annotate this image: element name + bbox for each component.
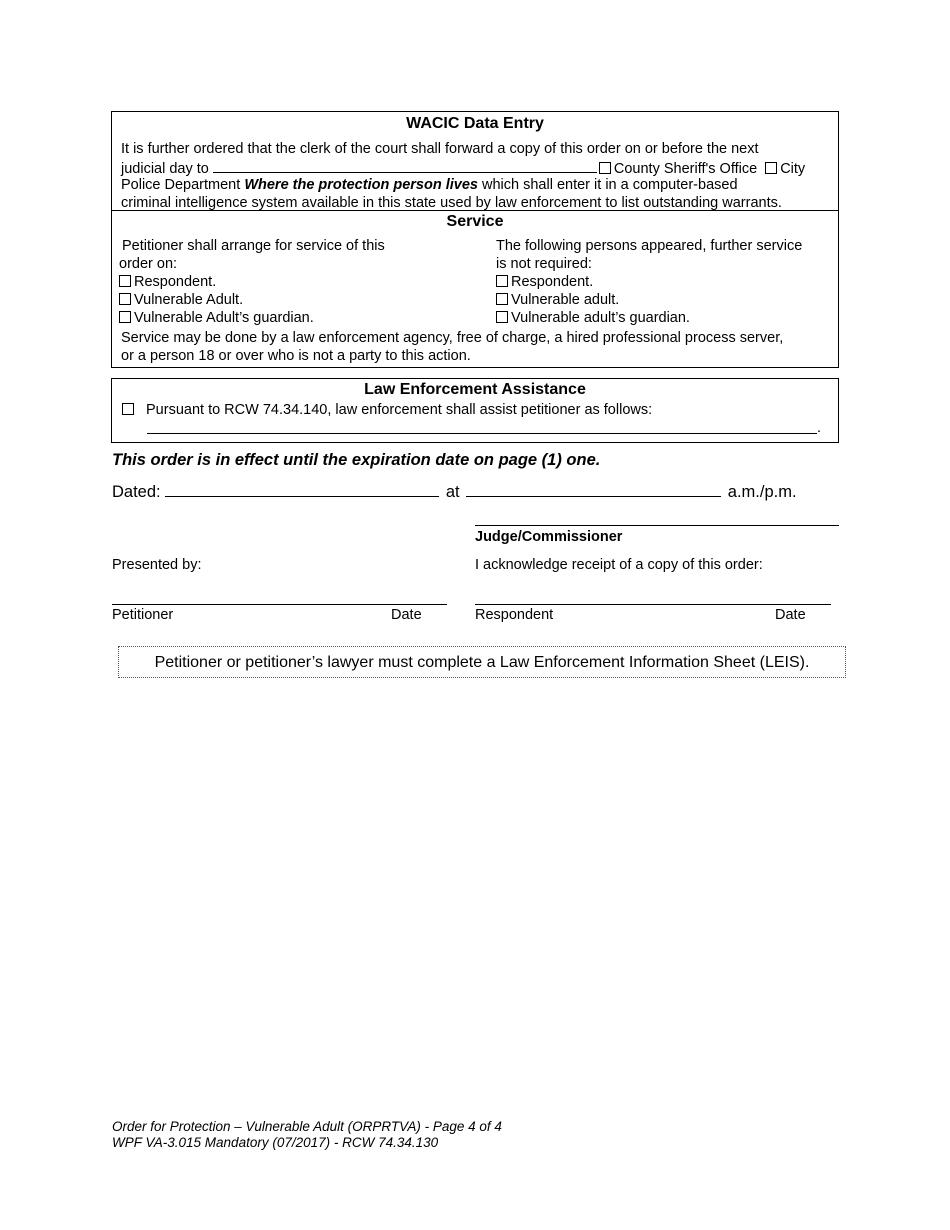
judge-signature-line[interactable] — [475, 525, 839, 526]
service-right-intro-1: The following persons appeared, further service — [496, 238, 803, 254]
service-title: Service — [446, 213, 504, 230]
respondent-label: Respondent — [475, 607, 554, 623]
service-note-1: Service may be done by a law enforcement agency, free of charge, a hired professional process server, — [121, 330, 784, 346]
wacic-title: WACIC Data Entry — [406, 115, 544, 132]
right-respondent-checkbox[interactable] — [496, 275, 508, 287]
judicial-day-label: judicial day to — [121, 161, 209, 177]
leis-note-box — [118, 646, 846, 678]
wacic-line-4: criminal intelligence system available in this state used by law enforcement to list outstanding warrants. — [121, 195, 782, 211]
left-respondent-label: Respondent. — [134, 274, 217, 290]
lea-blank-line[interactable] — [147, 419, 817, 434]
left-option-respondent — [119, 273, 459, 291]
wacic-line-2 — [121, 158, 805, 178]
left-guardian-checkbox[interactable] — [119, 311, 131, 323]
left-guardian-label: Vulnerable Adult’s guardian. — [134, 310, 314, 326]
respondent-signature-line[interactable] — [475, 604, 831, 605]
effect-statement: This order is in effect until the expiration date on page (1) one. — [112, 451, 601, 469]
county-sheriff-checkbox[interactable] — [599, 162, 611, 174]
lea-title: Law Enforcement Assistance — [364, 381, 586, 398]
right-respondent-label: Respondent. — [511, 274, 594, 290]
police-dept-label: Police Department — [121, 177, 241, 193]
lea-line — [122, 401, 652, 419]
respondent-date-label: Date — [775, 607, 806, 623]
judge-label: Judge/Commissioner — [475, 529, 623, 545]
dated-label: Dated: — [112, 483, 161, 501]
lea-checkbox[interactable] — [122, 403, 134, 415]
county-sheriff-label: County Sheriff's Office — [613, 161, 758, 177]
service-left-column — [119, 237, 459, 327]
right-vulnerable-adult-label: Vulnerable adult. — [511, 292, 620, 308]
right-option-respondent — [496, 273, 836, 291]
footer-line-2: WPF VA-3.015 Mandatory (07/2017) - RCW 74.34.130 — [112, 1135, 439, 1150]
ampm-label: a.m./p.m. — [727, 483, 797, 501]
time-blank[interactable] — [466, 480, 721, 497]
presented-by-label: Presented by: — [112, 557, 202, 573]
footer-line-1: Order for Protection – Vulnerable Adult (ORPRTVA) - Page 4 of 4 — [112, 1119, 502, 1134]
right-option-vulnerable-adult — [496, 291, 836, 309]
right-guardian-label: Vulnerable adult’s guardian. — [511, 310, 690, 326]
section-divider — [112, 210, 838, 211]
city-checkbox[interactable] — [765, 162, 777, 174]
lea-end-period: . — [817, 420, 822, 436]
left-vulnerable-adult-checkbox[interactable] — [119, 293, 131, 305]
wacic-line-1: It is further ordered that the clerk of the court shall forward a copy of this order on or before the next — [121, 141, 759, 157]
city-label: City — [780, 161, 806, 177]
acknowledge-label: I acknowledge receipt of a copy of this order: — [475, 557, 763, 573]
wacic-line-3-rest: which shall enter it in a computer-based — [482, 177, 738, 193]
petitioner-signature-line[interactable] — [112, 604, 447, 605]
service-note-2: or a person 18 or over who is not a party to this action. — [121, 348, 471, 364]
petitioner-date-label: Date — [391, 607, 422, 623]
right-option-guardian — [496, 309, 836, 327]
dated-row — [112, 480, 797, 502]
lea-text: Pursuant to RCW 74.34.140, law enforcement shall assist petitioner as follows: — [146, 402, 653, 418]
left-option-guardian — [119, 309, 459, 327]
leis-note-text: Petitioner or petitioner’s lawyer must complete a Law Enforcement Information Sheet (LEIS). — [154, 654, 810, 671]
date-blank[interactable] — [165, 480, 439, 497]
left-vulnerable-adult-label: Vulnerable Adult. — [134, 292, 244, 308]
service-left-intro-1: Petitioner shall arrange for service of this — [122, 238, 385, 254]
petitioner-label: Petitioner — [112, 607, 174, 623]
left-respondent-checkbox[interactable] — [119, 275, 131, 287]
left-option-vulnerable-adult — [119, 291, 459, 309]
law-enforcement-box — [111, 378, 839, 443]
agency-blank[interactable] — [213, 158, 597, 173]
right-guardian-checkbox[interactable] — [496, 311, 508, 323]
service-left-intro-2: order on: — [119, 256, 178, 272]
where-lives-label: Where the protection person lives — [244, 177, 478, 193]
at-label: at — [445, 483, 460, 501]
right-vulnerable-adult-checkbox[interactable] — [496, 293, 508, 305]
wacic-service-box — [111, 111, 839, 368]
footer — [112, 1119, 502, 1151]
service-right-intro-2: is not required: — [496, 256, 592, 272]
wacic-line-3 — [121, 176, 738, 194]
service-right-column — [496, 237, 836, 327]
